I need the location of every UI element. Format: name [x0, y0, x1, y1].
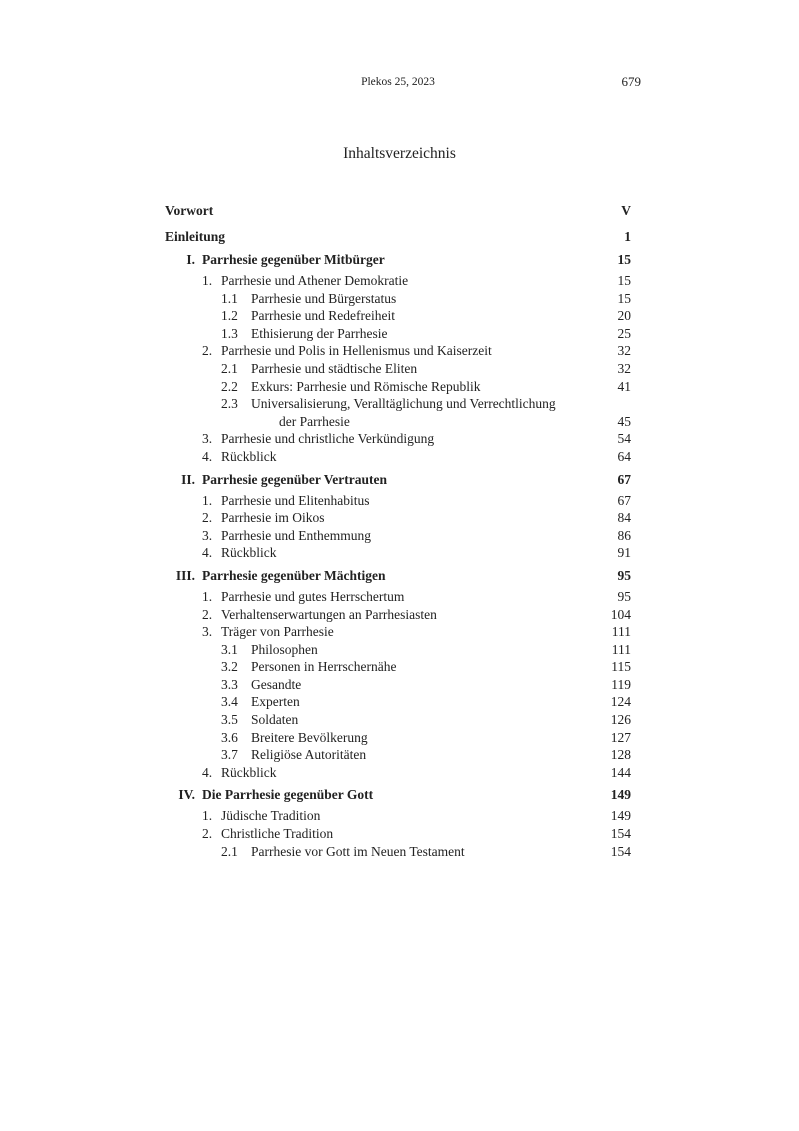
toc-subsection-number: 3.7: [221, 747, 238, 763]
toc-chapter-numeral: IV.: [178, 787, 195, 803]
toc-subsection-page: 154: [610, 843, 631, 859]
toc-section: [165, 448, 631, 466]
toc-section: [165, 606, 631, 624]
toc-section-title: Rückblick: [221, 545, 277, 561]
toc-subsection: [165, 360, 631, 378]
toc-section-page: 54: [617, 431, 631, 447]
toc-subsection-page: 126: [610, 712, 631, 728]
toc-section-page: 111: [611, 624, 631, 640]
toc-section-number: 4.: [202, 764, 213, 780]
toc-subsection-page: 119: [611, 676, 631, 692]
toc-entry-page: 1: [624, 229, 631, 244]
toc-subsection-title: Exkurs: Parrhesie und Römische Republik: [251, 378, 481, 394]
toc-subsection-number: 3.5: [221, 712, 238, 728]
toc-chapter: [165, 470, 631, 490]
toc-chapter: [165, 250, 631, 270]
toc-chapter-page: 95: [617, 567, 631, 583]
toc-section: [165, 272, 631, 290]
toc-subsection: [165, 641, 631, 659]
toc-chapter-numeral: II.: [181, 471, 195, 487]
toc-subsection-page: 15: [617, 290, 631, 306]
toc-section-page: 32: [617, 343, 631, 359]
toc-section: [165, 807, 631, 825]
toc-section: [165, 430, 631, 448]
toc-subsection-page: 41: [617, 378, 631, 394]
toc-section-page: 84: [617, 510, 631, 526]
toc-section-number: 1.: [202, 808, 213, 824]
toc-section-number: 3.: [202, 624, 213, 640]
toc-subsection-number: 3.2: [221, 659, 238, 675]
toc-subsection-page: 124: [610, 694, 631, 710]
toc-subsection-number: 2.3: [221, 396, 238, 412]
toc-subsection-page: 20: [617, 308, 631, 324]
toc-subsection: [165, 658, 631, 676]
toc-section-title: Parrhesie und christliche Verkündigung: [221, 431, 435, 447]
toc-section-page: 95: [617, 588, 631, 604]
toc-subsection-number: 3.1: [221, 641, 238, 657]
toc-subsection-number: 1.1: [221, 290, 238, 306]
toc-section-title: Träger von Parrhesie: [221, 624, 334, 640]
toc-section-number: 1.: [202, 588, 213, 604]
toc-section-number: 2.: [202, 343, 213, 359]
toc-section-title: Jüdische Tradition: [221, 808, 321, 824]
toc-subsection-page: 45: [617, 413, 631, 429]
toc-subsection-title: Experten: [251, 694, 300, 710]
toc-chapter-numeral: III.: [175, 567, 195, 583]
toc-section-title: Parrhesie und Polis in Hellenismus und Kaiserzeit: [221, 343, 492, 359]
toc-section: [165, 588, 631, 606]
toc-section-number: 2.: [202, 606, 213, 622]
toc-entry-page: V: [621, 203, 631, 218]
toc-section-title: Rückblick: [221, 764, 277, 780]
toc-section-number: 2.: [202, 826, 213, 842]
toc-section: [165, 623, 631, 641]
running-head: [165, 74, 641, 94]
toc-subsection-title: Personen in Herrschernähe: [251, 659, 397, 675]
toc-subsection-page: 127: [610, 729, 631, 745]
toc-subsection-title: Philosophen: [251, 641, 318, 657]
toc-section-number: 3.: [202, 431, 213, 447]
toc-chapter-title: Parrhesie gegenüber Mächtigen: [202, 567, 386, 583]
toc-subsection-number: 2.2: [221, 378, 238, 394]
toc-subsection-page: 128: [610, 747, 631, 763]
toc-subsection: [165, 378, 631, 396]
toc-chapter-title: Parrhesie gegenüber Vertrauten: [202, 471, 387, 487]
toc-section-page: 154: [610, 826, 631, 842]
toc-section: [165, 342, 631, 360]
toc-subsection-number: 3.3: [221, 676, 238, 692]
toc-section: [165, 527, 631, 545]
toc-section: [165, 764, 631, 782]
toc-section-title: Parrhesie und Athener Demokratie: [221, 273, 409, 288]
toc-section-number: 4.: [202, 545, 213, 561]
toc-subsection: [165, 676, 631, 694]
toc-section-page: 91: [617, 545, 631, 561]
toc-subsection: [165, 729, 631, 747]
toc-chapter: [165, 785, 631, 805]
toc-subsection-number: 3.6: [221, 729, 238, 745]
toc-subsection-page: 115: [611, 659, 631, 675]
toc-subsection: [165, 307, 631, 325]
toc-subsection-title: Parrhesie und Bürgerstatus: [251, 290, 397, 306]
toc-entry-einleitung: [165, 224, 631, 250]
toc-subsection-title: Universalisierung, Veralltäglichung und Verrechtlichung: [251, 396, 556, 412]
toc-chapter-page: 149: [610, 787, 631, 803]
toc-section-page: 86: [617, 527, 631, 543]
toc-subsection-title: Soldaten: [251, 712, 299, 728]
toc-section: [165, 544, 631, 562]
toc-section-number: 2.: [202, 510, 213, 526]
toc-subsection: [165, 325, 631, 343]
toc-section: [165, 825, 631, 843]
toc-subsection: [165, 395, 631, 430]
toc-subsection-number: 3.4: [221, 694, 238, 710]
toc-chapter-numeral: I.: [186, 252, 195, 267]
toc-chapter-page: 67: [617, 471, 631, 487]
toc-section-page: 67: [617, 492, 631, 508]
toc-subsection: [165, 290, 631, 308]
table-of-contents: [165, 198, 631, 860]
toc-section-page: 104: [610, 606, 631, 622]
toc-section-number: 3.: [202, 527, 213, 543]
toc-subsection-number: 1.2: [221, 308, 238, 324]
toc-section-page: 149: [610, 808, 631, 824]
toc-section-title: Rückblick: [221, 448, 277, 464]
toc-subsection-title-continued: der Parrhesie: [279, 413, 350, 429]
toc-subsection-title: Breitere Bevölkerung: [251, 729, 368, 745]
toc-title: Inhaltsverzeichnis: [343, 145, 456, 162]
toc-section-page: 144: [610, 764, 631, 780]
toc-subsection-number: 2.1: [221, 360, 238, 376]
toc-subsection: [165, 693, 631, 711]
toc-section-title: Parrhesie und Enthemmung: [221, 527, 371, 543]
toc-section-number: 1.: [202, 492, 213, 508]
toc-section-number: 4.: [202, 448, 213, 464]
toc-section-page: 64: [617, 448, 631, 464]
toc-subsection-title: Parrhesie vor Gott im Neuen Testament: [251, 843, 465, 859]
toc-section: [165, 492, 631, 510]
toc-section: [165, 509, 631, 527]
toc-subsection-number: 1.3: [221, 325, 238, 341]
toc-subsection-title: Ethisierung der Parrhesie: [251, 325, 388, 341]
toc-section-title: Parrhesie und Elitenhabitus: [221, 492, 370, 508]
toc-subsection-title: Parrhesie und städtische Eliten: [251, 360, 418, 376]
toc-subsection-page: 32: [617, 360, 631, 376]
toc-subsection-title: Gesandte: [251, 676, 302, 692]
toc-subsection: [165, 843, 631, 861]
toc-subsection: [165, 711, 631, 729]
toc-section-title: Parrhesie im Oikos: [221, 510, 325, 526]
toc-chapter: [165, 566, 631, 586]
toc-subsection-title: Parrhesie und Redefreiheit: [251, 308, 395, 324]
toc-entry-vorwort: [165, 198, 631, 224]
toc-subsection-title: Religiöse Autoritäten: [251, 747, 367, 763]
toc-section-title: Verhaltenserwartungen an Parrhesiasten: [221, 606, 437, 622]
toc-subsection-number: 2.1: [221, 843, 238, 859]
toc-subsection: [165, 746, 631, 764]
journal-title: Plekos 25, 2023: [361, 76, 435, 88]
page-number: 679: [621, 74, 641, 89]
toc-entry-title: Vorwort: [165, 203, 214, 218]
toc-section-number: 1.: [202, 273, 213, 288]
toc-chapter-title: Parrhesie gegenüber Mitbürger: [202, 252, 385, 267]
toc-chapter-title: Die Parrhesie gegenüber Gott: [202, 787, 374, 803]
toc-chapter-page: 15: [617, 252, 631, 267]
toc-section-title: Parrhesie und gutes Herrschertum: [221, 588, 405, 604]
toc-section-title: Christliche Tradition: [221, 826, 334, 842]
toc-subsection-page: 111: [611, 641, 631, 657]
toc-subsection-page: 25: [617, 325, 631, 341]
toc-entry-title: Einleitung: [165, 229, 226, 244]
toc-section-page: 15: [617, 273, 631, 288]
